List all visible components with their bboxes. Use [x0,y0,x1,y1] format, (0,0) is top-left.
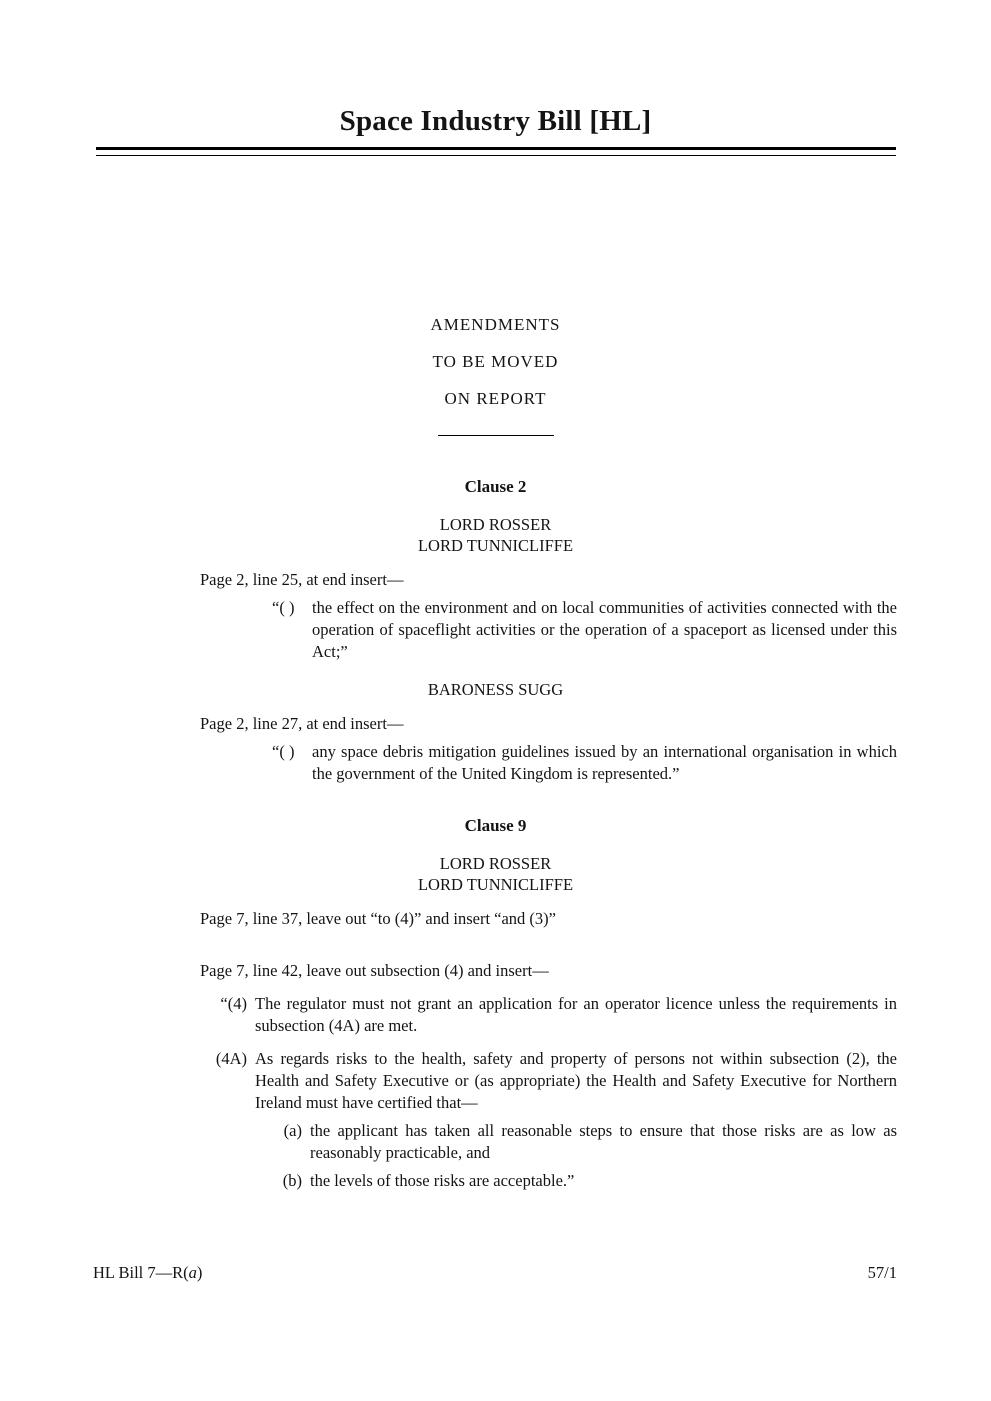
heading-line-to-be-moved: TO BE MOVED [432,352,559,371]
amendment-text: the effect on the environment and on local communities of activities connected with the operation of spaceflight activities or the operation of a spaceport as licensed under this Act;” [312,598,897,661]
amendment-text-paragraph [272,597,897,663]
subsection-paragraph [215,1048,897,1114]
footer-bill-reference-close: ) [196,1263,203,1282]
amendments-heading [0,306,991,417]
amendment-instruction: Page 7, line 37, leave out “to (4)” and insert “and (3)” [200,909,556,928]
page-footer [0,1262,991,1284]
mover-name: LORD ROSSER [439,515,552,534]
footer-bill-reference-text: HL Bill 7—R( [93,1263,189,1282]
list-item-marker: (a) [283,1121,302,1140]
paragraph-marker: “( ) [272,598,295,617]
list-item-paragraph [282,1170,897,1192]
amendment-instruction: Page 2, line 27, at end insert— [200,714,404,733]
paragraph-marker: “( ) [272,742,295,761]
mover-name: LORD TUNNICLIFFE [417,875,574,894]
subsection-text: As regards risks to the health, safety and property of persons not within subsection (2), the Health and Safety Executive or (as appropriate) the Health and Safety Executive for Northern Ireland must have certified that— [255,1049,897,1112]
amendment-instruction: Page 7, line 42, leave out subsection (4) and insert— [200,961,549,980]
footer-bill-reference [93,1262,202,1284]
separator-rule [438,435,554,436]
subsection-paragraph [220,993,897,1037]
heading-line-amendments: AMENDMENTS [430,315,561,334]
amendment-text-paragraph [272,741,897,785]
list-item-text: the levels of those risks are acceptable.” [310,1171,575,1190]
list-item-paragraph [283,1120,897,1164]
document-header [0,0,991,156]
clause-2-movers [0,514,991,556]
subsection-text: The regulator must not grant an application for an operator licence unless the requirements in subsection (4A) are met. [255,994,897,1035]
mover-name: LORD ROSSER [439,854,552,873]
amendment-text: any space debris mitigation guidelines issued by an international organisation in which the government of the United Kingdom is represented.” [312,742,897,783]
mover-name: LORD TUNNICLIFFE [417,536,574,555]
title-rule [96,147,896,156]
footer-bill-reference-italic: a [188,1263,197,1282]
subsection-marker: “(4) [220,994,247,1013]
list-item-marker: (b) [282,1171,302,1190]
bill-title: Space Industry Bill [HL] [339,105,652,137]
clause-9-movers [0,853,991,895]
clause-2-heading: Clause 2 [464,477,527,496]
subsection-marker: (4A) [215,1049,247,1068]
amendment-instruction: Page 2, line 25, at end insert— [200,570,404,589]
footer-page-number: 57/1 [867,1263,897,1282]
clause-2-mover-b [0,679,991,700]
clause-9-heading: Clause 9 [464,816,527,835]
mover-name: BARONESS SUGG [427,680,564,699]
list-item-text: the applicant has taken all reasonable steps to ensure that those risks are as low as reasonably practicable, and [310,1121,897,1162]
heading-line-on-report: ON REPORT [444,389,547,408]
